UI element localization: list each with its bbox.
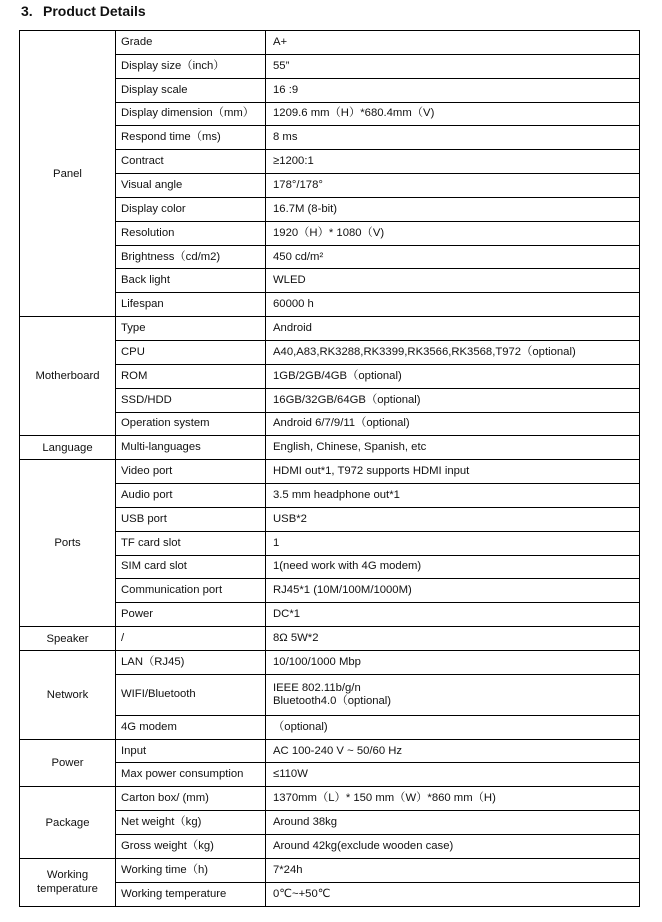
spec-value: DC*1 <box>266 603 640 627</box>
spec-value: 16 :9 <box>266 78 640 102</box>
spec-label: Contract <box>116 150 266 174</box>
spec-value: Android 6/7/9/11（optional) <box>266 412 640 436</box>
spec-row <box>20 787 640 811</box>
spec-value: （optional) <box>266 715 640 739</box>
spec-label: CPU <box>116 340 266 364</box>
spec-label: Display color <box>116 197 266 221</box>
spec-label: Working time（h) <box>116 858 266 882</box>
spec-row <box>20 31 640 55</box>
spec-label: Display scale <box>116 78 266 102</box>
spec-label: SIM card slot <box>116 555 266 579</box>
category-cell: Power <box>20 739 116 787</box>
category-cell: Panel <box>20 31 116 317</box>
spec-value: ≤110W <box>266 763 640 787</box>
spec-value: English, Chinese, Spanish, etc <box>266 436 640 460</box>
spec-value: 0℃~+50℃ <box>266 882 640 906</box>
spec-row <box>20 739 640 763</box>
spec-value: 60000 h <box>266 293 640 317</box>
spec-label: Audio port <box>116 484 266 508</box>
spec-value: 1370mm（L）* 150 mm（W）*860 mm（H) <box>266 787 640 811</box>
spec-label: LAN（RJ45) <box>116 650 266 674</box>
spec-value: HDMI out*1, T972 supports HDMI input <box>266 460 640 484</box>
category-cell: Speaker <box>20 627 116 651</box>
spec-label: Resolution <box>116 221 266 245</box>
spec-label: Carton box/ (mm) <box>116 787 266 811</box>
spec-value: 1(need work with 4G modem) <box>266 555 640 579</box>
spec-value: RJ45*1 (10M/100M/1000M) <box>266 579 640 603</box>
spec-label: Power <box>116 603 266 627</box>
spec-label: Back light <box>116 269 266 293</box>
spec-value: 1209.6 mm（H）*680.4mm（V) <box>266 102 640 126</box>
spec-label: Visual angle <box>116 174 266 198</box>
spec-value: Around 42kg(exclude wooden case) <box>266 835 640 859</box>
spec-label: Net weight（kg) <box>116 811 266 835</box>
spec-label: ROM <box>116 364 266 388</box>
spec-value: 16GB/32GB/64GB（optional) <box>266 388 640 412</box>
spec-value: AC 100-240 V ~ 50/60 Hz <box>266 739 640 763</box>
category-cell: Language <box>20 436 116 460</box>
spec-value: A40,A83,RK3288,RK3399,RK3566,RK3568,T972（optional) <box>266 340 640 364</box>
spec-label: TF card slot <box>116 531 266 555</box>
spec-value <box>266 674 640 715</box>
spec-table-body <box>20 31 640 907</box>
spec-value: Android <box>266 317 640 341</box>
spec-value: 3.5 mm headphone out*1 <box>266 484 640 508</box>
spec-row <box>20 460 640 484</box>
spec-label: Multi-languages <box>116 436 266 460</box>
spec-label: / <box>116 627 266 651</box>
spec-label: USB port <box>116 507 266 531</box>
spec-row <box>20 317 640 341</box>
spec-row <box>20 858 640 882</box>
category-cell: Working temperature <box>20 858 116 906</box>
spec-row <box>20 627 640 651</box>
category-cell: Motherboard <box>20 317 116 436</box>
spec-value: WLED <box>266 269 640 293</box>
spec-value: 1GB/2GB/4GB（optional) <box>266 364 640 388</box>
spec-label: Display size（inch） <box>116 54 266 78</box>
spec-value: 16.7M (8-bit) <box>266 197 640 221</box>
spec-value: 8 ms <box>266 126 640 150</box>
spec-label: Respond time（ms) <box>116 126 266 150</box>
spec-row <box>20 650 640 674</box>
spec-label: SSD/HDD <box>116 388 266 412</box>
spec-value: 10/100/1000 Mbp <box>266 650 640 674</box>
section-heading <box>21 0 146 22</box>
category-cell: Package <box>20 787 116 859</box>
spec-value: 1920（H）* 1080（V) <box>266 221 640 245</box>
spec-value: Around 38kg <box>266 811 640 835</box>
spec-value: 8Ω 5W*2 <box>266 627 640 651</box>
spec-value: 450 cd/m² <box>266 245 640 269</box>
spec-value: 1 <box>266 531 640 555</box>
spec-label: Grade <box>116 31 266 55</box>
spec-label: WIFI/Bluetooth <box>116 674 266 715</box>
category-cell: Ports <box>20 460 116 627</box>
spec-label: Operation system <box>116 412 266 436</box>
spec-value-line: Bluetooth4.0（optional) <box>273 694 392 707</box>
spec-label: 4G modem <box>116 715 266 739</box>
spec-value: USB*2 <box>266 507 640 531</box>
spec-value: 178°/178° <box>266 174 640 198</box>
section-number: 3. <box>21 3 33 19</box>
spec-label: Communication port <box>116 579 266 603</box>
spec-label: Type <box>116 317 266 341</box>
spec-label: Video port <box>116 460 266 484</box>
spec-label: Brightness（cd/m2) <box>116 245 266 269</box>
spec-value-line: IEEE 802.11b/g/n <box>273 681 361 694</box>
spec-label: Display dimension（mm） <box>116 102 266 126</box>
spec-value: 7*24h <box>266 858 640 882</box>
product-details-table <box>19 30 640 907</box>
section-title: Product Details <box>43 3 146 19</box>
spec-label: Gross weight（kg) <box>116 835 266 859</box>
spec-label: Input <box>116 739 266 763</box>
spec-label: Max power consumption <box>116 763 266 787</box>
spec-label: Lifespan <box>116 293 266 317</box>
spec-row <box>20 436 640 460</box>
spec-label: Working temperature <box>116 882 266 906</box>
spec-value: 55” <box>266 54 640 78</box>
spec-value: ≥1200:1 <box>266 150 640 174</box>
category-cell: Network <box>20 650 116 739</box>
spec-value: A+ <box>266 31 640 55</box>
